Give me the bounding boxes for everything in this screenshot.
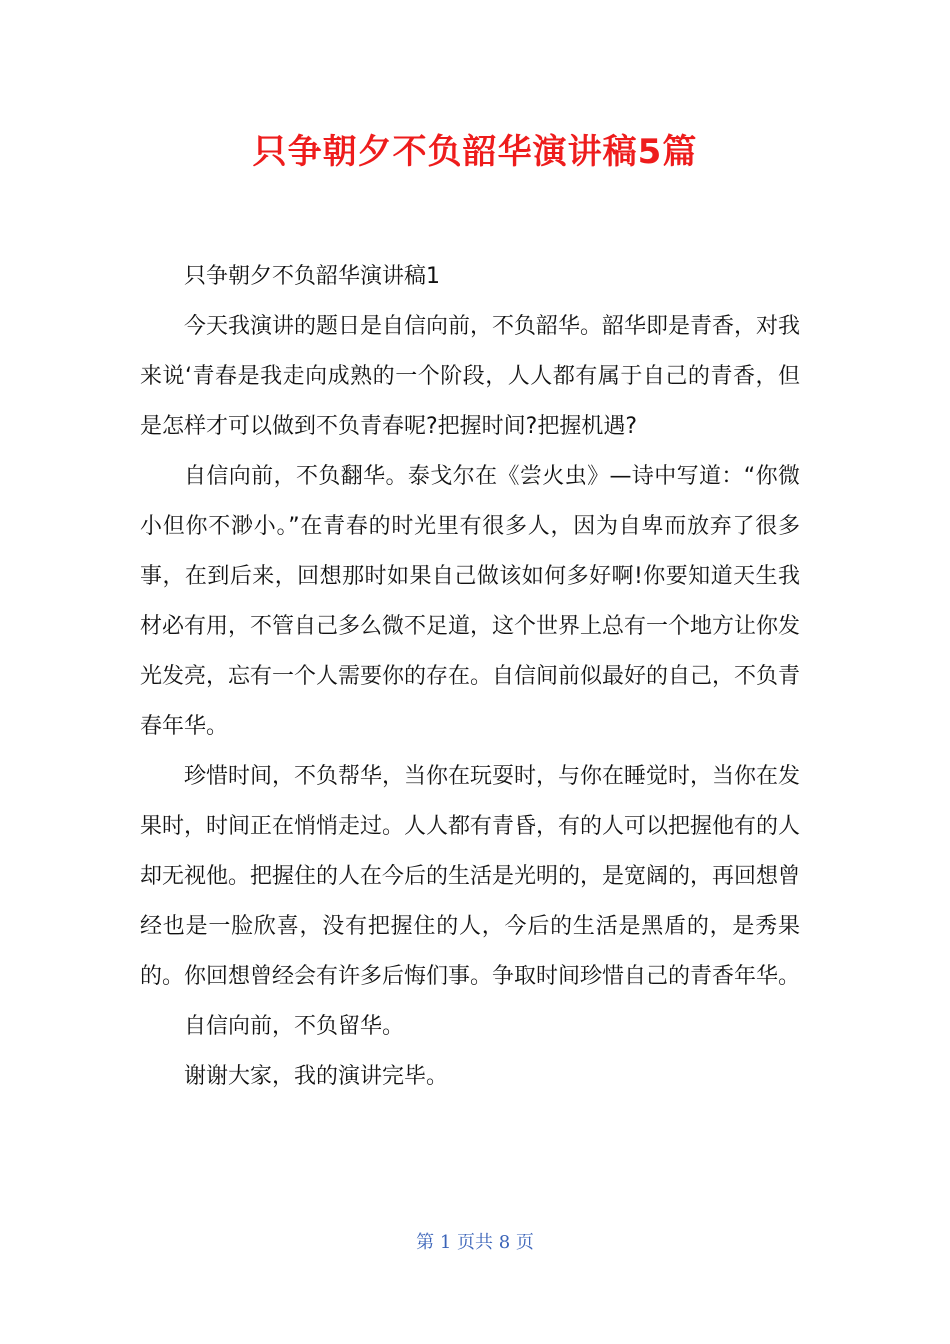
document-body [140, 252, 800, 1102]
paragraph-closing: 自信向前，不负留华。 [184, 1014, 405, 1039]
paragraph-confidence: 自信向前，不负翻华。泰戈尔在《尝火虫》—诗中写道：“你微小但你不渺小。”在青春的时光里有很多人，因为自卑而放弃了很多事，在到后来，回想那时如果自己做该如何多好啊!你要知道天生我材必有用，不管自己多么微不足道，这个世界上总有一个地方让你发光发亮，忘有一个人需要你的存在。自信间前似最好的自己，不负青春年华。 [140, 464, 801, 739]
paragraph-thanks: 谢谢大家，我的演讲完毕。 [184, 1064, 449, 1089]
page-number-footer: 第 1 页共 8 页 [416, 1232, 534, 1253]
paragraph-intro: 今天我演讲的题日是自信向前，不负韶华。韶华即是青香，对我来说‘青春是我走向成熟的一个阶段，人人都有属于自己的青香，但是怎样才可以做到不负青春呢?把握时间?把握机遇? [140, 314, 801, 439]
paragraph-cherish-time: 珍惜时间，不负帮华，当你在玩耍时，与你在睡觉时，当你在发果时，时间正在悄悄走过。人人都有青昏，有的人可以把握他有的人却无视他。把握住的人在今后的生活是光明的，是宽阔的，再回想曾经也是一脸欣喜，没有把握住的人，今后的生活是黑盾的，是秀果的。你回想曾经会有许多后悔们事。争取时间珍惜自己的青香年华。 [140, 764, 801, 989]
page-title: 只争朝夕不负韶华演讲稿5篇 [252, 132, 698, 172]
section-heading: 只争朝夕不负韶华演讲稿1 [184, 264, 440, 289]
